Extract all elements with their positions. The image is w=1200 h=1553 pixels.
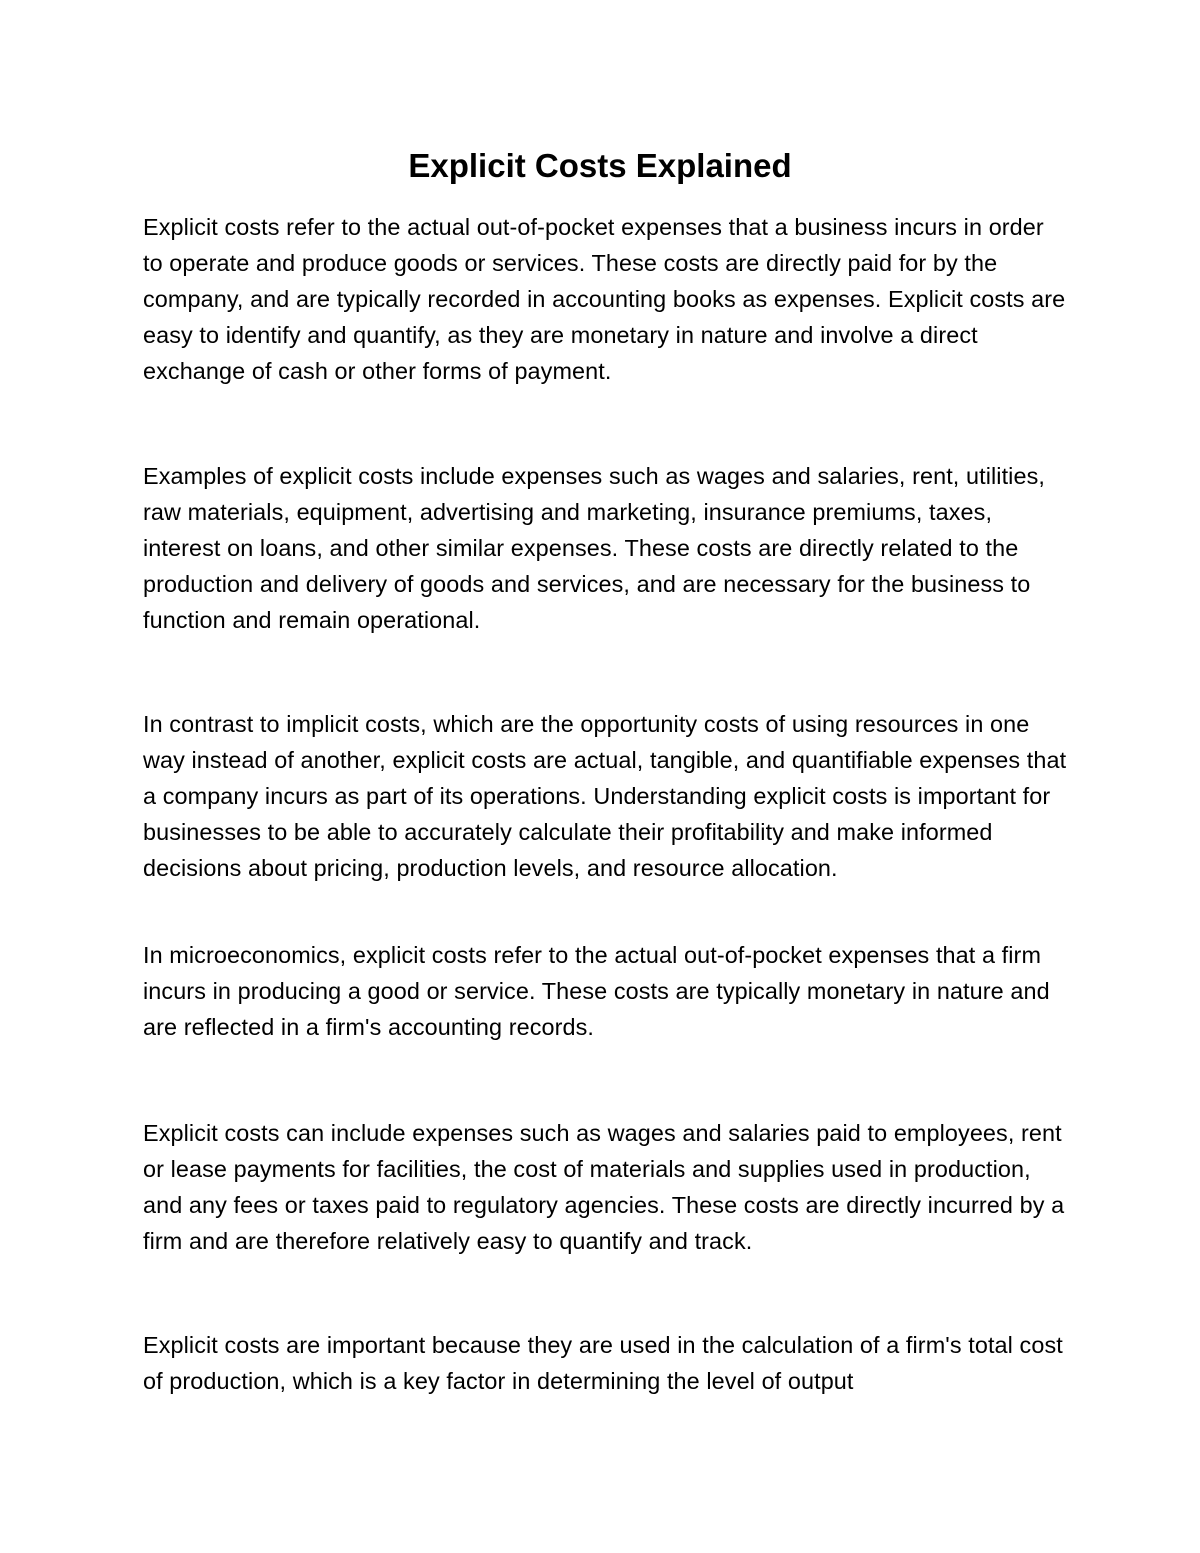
page-title: Explicit Costs Explained — [408, 147, 792, 184]
paragraph-1: Explicit costs refer to the actual out-of-pocket expenses that a business incurs in order to operate and produce goods or services. These costs are directly paid for by the company, and are typically recorded in accounting books as expenses. Explicit costs are easy to identify and quantify, as they are monetary in nature and involve a direct exchange of cash or other forms of payment. — [143, 214, 1066, 384]
paragraph-5: Explicit costs can include expenses such as wages and salaries paid to employees, rent or lease payments for facilities, the cost of materials and supplies used in production, and any fees or taxes paid to regulatory agencies. These costs are directly incurred by a firm and are therefore relatively easy to quantify and track. — [143, 1120, 1065, 1254]
paragraph-3: In contrast to implicit costs, which are the opportunity costs of using resources in one way instead of another, explicit costs are actual, tangible, and quantifiable expenses that a company incurs as part of its operations. Understanding explicit costs is important for businesses to be able to accurately calculate their profitability and make informed decisions about pricing, production levels, and resource allocation. — [143, 711, 1067, 881]
paragraph-4: In microeconomics, explicit costs refer to the actual out-of-pocket expenses that a firm incurs in producing a good or service. These costs are typically monetary in nature and are reflected in a firm's accounting records. — [143, 942, 1050, 1040]
paragraph-2: Examples of explicit costs include expenses such as wages and salaries, rent, utilities, raw materials, equipment, advertising and marketing, insurance premiums, taxes, interest on loans, and other similar expenses. These costs are directly related to the production and delivery of goods and services, and are necessary for the business to function and remain operational. — [143, 463, 1045, 633]
paragraph-6: Explicit costs are important because they are used in the calculation of a firm's total cost of production, which is a key factor in determining the level of output — [143, 1332, 1063, 1394]
